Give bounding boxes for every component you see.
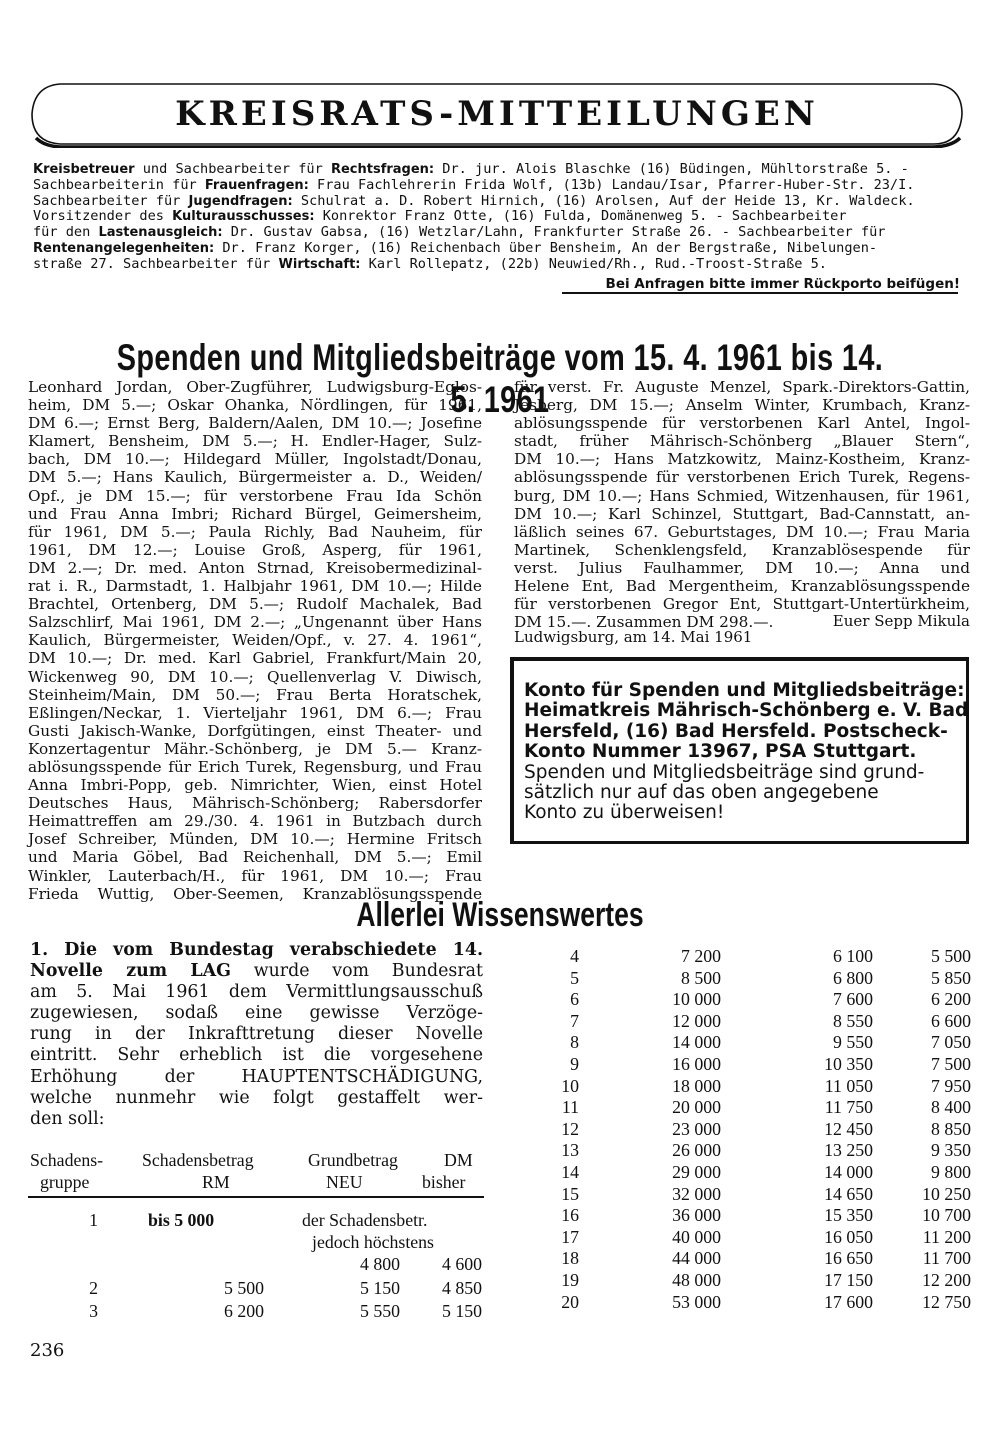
group-cell: 4 — [570, 946, 579, 966]
table-row — [515, 1292, 971, 1314]
bisher-cell: 5 150 — [441, 1301, 482, 1321]
contact-text: Vorsitzender des — [33, 209, 173, 225]
donation-line: DM 10.—; Karl Schinzel, Stuttgart, Bad-Cannstatt, an- — [514, 504, 970, 523]
page-number: 236 — [30, 1340, 65, 1361]
facts-article — [30, 940, 483, 1130]
rm-cell: 14 000 — [672, 1032, 721, 1053]
article-line: Erhöhung der HAUPTENTSCHÄDIGUNG, — [30, 1066, 483, 1087]
bisher-cell: 5 500 — [930, 946, 971, 966]
bisher-cell: 9 800 — [930, 1162, 971, 1182]
donation-line: Opf., je DM 15.—; für verstorbene Frau Ida Schön — [28, 486, 482, 505]
contact-line — [33, 241, 963, 257]
bank-account-box — [510, 657, 969, 844]
table-row — [515, 1270, 971, 1292]
neu-cell: 13 250 — [824, 1140, 873, 1161]
header-cell: Schadens- — [30, 1150, 104, 1170]
donation-line: für verst. Fr. Auguste Menzel, Spark.-Direktors-Gattin, — [514, 378, 970, 396]
article-line: den soll: — [30, 1108, 105, 1129]
bisher-cell: 10 250 — [922, 1183, 971, 1204]
neu-cell: 10 350 — [824, 1054, 873, 1074]
table-row — [515, 1162, 971, 1184]
contact-topic: Lastenausgleich: — [98, 225, 223, 241]
box-border-top — [510, 657, 969, 661]
contact-topic: Jugendfragen: — [188, 193, 293, 209]
rm-cell: 10 000 — [672, 989, 721, 1010]
contact-text: Dr. Franz Korger, (16) Reichenbach über Bensheim, An der Bergstraße, Nibelungen- — [214, 240, 878, 256]
header-cell: NEU — [326, 1172, 363, 1192]
contact-line — [33, 209, 963, 225]
contact-text: Sachbearbeiter für — [33, 193, 189, 209]
bank-account-text — [524, 680, 969, 824]
table-header-rule — [28, 1196, 484, 1198]
group-cell: 10 — [561, 1075, 579, 1096]
bisher-cell: 7 500 — [930, 1054, 971, 1074]
rm-cell: 36 000 — [672, 1205, 721, 1226]
group-cell: 17 — [561, 1226, 579, 1247]
contact-text: Karl Rollepatz, (22b) Neuwied/Rh., Rud.-Troost-Straße 5. — [360, 256, 827, 272]
donation-line: DM 10.—; Dr. med. Karl Gabriel, Frankfurt/Main 20, — [28, 649, 482, 668]
donation-line: Heimattreffen am 29./30. 4. 1961 in Butzbach durch — [28, 812, 482, 831]
amount-cell: bis 5 000 — [148, 1210, 215, 1230]
facts-heading: Allerlei Wissenswertes — [356, 896, 644, 934]
donation-line: DM 2.—; Dr. med. Anton Strnad, Kreisobermedizinal- — [28, 558, 482, 577]
group-cell: 12 — [561, 1118, 579, 1139]
table-row — [515, 989, 971, 1011]
article-line: zugewiesen, sodaß eine gewisse Verzöge- — [30, 1003, 483, 1024]
bank-account-line — [524, 700, 969, 722]
donation-line: Frieda Wuttig, Ober-Seemen, Kranzablösungsspende — [28, 884, 482, 903]
donation-line: Gusti Jakisch-Wanke, Dorfgütingen, einst Theater- und — [28, 721, 482, 740]
contact-text: und Sachbearbeiter für — [134, 162, 331, 177]
donation-line: DM 15.—. Zusammen DM 298.—. — [514, 613, 774, 632]
contact-line — [33, 225, 963, 241]
bank-account-line: Konto zu überweisen! — [524, 802, 725, 824]
contact-text: Konrektor Franz Otte, (16) Fulda, Domänenweg 5. - Sachbearbeiter — [314, 209, 847, 225]
table-header-row — [28, 1172, 484, 1194]
text-cell: der Schadensbetr. — [302, 1210, 428, 1230]
donation-line: und Maria Göbel, Bad Reichenhall, DM 5.—; Emil — [28, 848, 482, 867]
donations-heading: Spenden und Mitgliedsbeiträge vom 15. 4. 1961 bis 14. 5. 1961 — [116, 337, 884, 420]
donation-line: Wickenweg 90, DM 10.—; Quellenverlag V. Diwisch, — [28, 667, 482, 686]
neu-cell: 7 600 — [832, 989, 873, 1010]
contacts-note-underline — [562, 292, 958, 294]
bank-account-bold: Hersfeld, (16) Bad Hersfeld. Postscheck- — [524, 720, 948, 742]
neu-cell: 17 600 — [824, 1291, 873, 1312]
bisher-cell: 7 050 — [930, 1032, 971, 1053]
amount-cell: 5 500 — [223, 1278, 264, 1298]
neu-cell: 6 800 — [832, 967, 873, 988]
group-cell: 7 — [570, 1010, 579, 1031]
table-row — [28, 1254, 484, 1276]
contact-topic: Kreisbetreuer — [33, 162, 135, 177]
donation-line: Salzschlirf, Mai 1961, DM 2.—; „Ungenannt über Hans — [28, 613, 482, 632]
group-cell: 16 — [561, 1205, 579, 1226]
donation-line: Deutsches Haus, Mährisch-Schönberg; Rabersdorfer — [28, 794, 482, 813]
contact-topic: Rentenangelegenheiten: — [33, 240, 215, 256]
article-line: welche nunmehr wie folgt gestaffelt wer- — [30, 1087, 483, 1108]
table-row — [28, 1232, 484, 1254]
banner-title: KREISRATS-MITTEILUNGEN — [175, 94, 819, 134]
donations-right-column — [514, 378, 970, 631]
donation-line: verst. Julius Faulhammer, DM 10.—; Anna und — [514, 558, 970, 577]
contact-line — [33, 162, 963, 178]
article-text: wurde vom Bundesrat — [230, 961, 483, 982]
donation-line: Klamert, Bensheim, DM 5.—; H. Endler-Hager, Sulz- — [28, 432, 482, 451]
bank-account-line — [524, 722, 954, 742]
bisher-cell: 8 400 — [930, 1097, 971, 1118]
donation-line: heim, DM 5.—; Oskar Ohanka, Nördlingen, für 1961, — [28, 396, 482, 415]
donation-line: burg, DM 10.—; Hans Schmied, Witzenhausen, für 1961, — [514, 486, 970, 505]
group-cell: 19 — [561, 1270, 579, 1290]
contact-line — [33, 257, 963, 273]
bisher-cell: 4 600 — [441, 1254, 482, 1274]
rm-cell: 20 000 — [672, 1097, 721, 1118]
contact-text: für den — [33, 225, 99, 241]
rm-cell: 48 000 — [672, 1270, 721, 1290]
contact-text: Dr. jur. Alois Blaschke (16) Büdingen, Mühltorstraße 5. - — [434, 162, 909, 177]
header-cell: Grundbetrag — [308, 1150, 398, 1170]
neu-cell: 5 550 — [359, 1301, 400, 1321]
article-line: am 5. Mai 1961 dem Vermittlungsausschuß — [30, 982, 483, 1003]
contact-line — [33, 178, 963, 194]
header-cell: gruppe — [40, 1172, 90, 1192]
rm-cell: 8 500 — [680, 967, 721, 988]
group-cell: 20 — [561, 1291, 579, 1312]
text-cell: jedoch höchstens — [312, 1232, 434, 1252]
bank-account-line — [524, 680, 965, 701]
table-row — [515, 1097, 971, 1119]
donation-line: für 1961, DM 5.—; Paula Richly, Bad Nauheim, für — [28, 522, 482, 541]
box-border-bottom — [510, 841, 969, 844]
rm-cell: 16 000 — [672, 1054, 721, 1074]
bisher-cell: 9 350 — [930, 1140, 971, 1161]
donation-line: rat i. R., Darmstadt, 1. Halbjahr 1961, DM 10.—; Hilde — [28, 577, 482, 596]
table-row — [515, 946, 971, 968]
neu-cell: 6 100 — [832, 946, 873, 966]
donation-line: DM 10.—; Hans Matzkowitz, Mainz-Kostheim, Kranz- — [514, 450, 970, 469]
article-line — [30, 940, 483, 961]
donation-line: Winkler, Lauterbach/H., für 1961, DM 10.—; Frau — [28, 866, 482, 885]
group-cell: 18 — [561, 1248, 579, 1269]
donation-line: DM 6.—; Ernst Berg, Baldern/Aalen, DM 10.—; Josefine — [28, 414, 482, 433]
bank-account-line: Spenden und Mitgliedsbeiträge sind grund- — [524, 761, 925, 783]
donation-line: ablösungsspende für verstorbenen Karl Antel, Ingol- — [514, 414, 970, 433]
neu-cell: 12 450 — [824, 1118, 873, 1139]
donation-line: Anna Imbri-Popp, geb. Nimrichter, Wien, einst Hotel — [28, 776, 482, 795]
bank-account-line: sätzlich nur auf das oben angegebene — [524, 782, 879, 804]
donation-line: ablösungsspende für verstorbenen Erich Turek, Regens- — [514, 468, 970, 487]
group-cell: 2 — [89, 1278, 98, 1298]
bisher-cell: 5 850 — [930, 967, 971, 988]
donation-line: stadt, früher Mährisch-Schönberg „Blauer Stern“, — [514, 432, 970, 451]
rm-cell: 40 000 — [672, 1226, 721, 1247]
neu-cell: 9 550 — [832, 1032, 873, 1053]
rm-cell: 53 000 — [672, 1291, 721, 1312]
contacts-note: Bei Anfragen bitte immer Rückporto beifügen! — [605, 276, 960, 292]
table-row — [515, 1119, 971, 1141]
section-banner — [30, 78, 964, 148]
box-border-right — [966, 657, 969, 844]
neu-cell: 8 550 — [832, 1010, 873, 1031]
table-row — [515, 1248, 971, 1270]
donation-line: bach, DM 10.—; Hildegard Müller, Ingolstadt/Donau, — [28, 450, 482, 469]
contact-text: straße 27. Sachbearbeiter für — [33, 256, 279, 272]
rm-cell: 12 000 — [672, 1010, 721, 1031]
group-cell: 14 — [561, 1162, 579, 1182]
bank-account-bold: Konto Nummer 13967, PSA Stuttgart. — [524, 741, 917, 763]
donation-line: Eßlingen/Neckar, 1. Vierteljahr 1961, DM 6.—; Frau — [28, 703, 482, 722]
contact-topic: Wirtschaft: — [278, 256, 361, 272]
group-cell: 6 — [570, 989, 579, 1010]
header-cell: bisher — [422, 1172, 466, 1192]
bisher-cell: 11 200 — [922, 1226, 971, 1247]
bisher-cell: 6 600 — [930, 1010, 971, 1031]
group-cell: 9 — [570, 1054, 579, 1074]
contact-topic: Rechtsfragen: — [330, 162, 435, 177]
donation-line: 1961, DM 12.—; Louise Groß, Asperg, für 1961, — [28, 540, 482, 559]
table-header-row — [28, 1150, 484, 1172]
contact-text: Sachbearbeiterin für — [33, 177, 205, 193]
bisher-cell: 4 850 — [441, 1278, 482, 1298]
table-row — [515, 1184, 971, 1206]
neu-cell: 11 050 — [824, 1075, 873, 1096]
table-row — [515, 1205, 971, 1227]
box-border-left — [510, 657, 514, 844]
bank-account-bold: Konto für Spenden und Mitgliedsbeiträge: — [524, 680, 965, 701]
signature: Euer Sepp Mikula — [832, 612, 970, 630]
neu-cell: 4 800 — [359, 1254, 400, 1274]
neu-cell: 14 650 — [824, 1183, 873, 1204]
bisher-cell: 8 850 — [930, 1118, 971, 1139]
donation-line: Martinek, Schenklengsfeld, Kranzablösespende für — [514, 540, 970, 559]
table-row — [515, 1076, 971, 1098]
table-row — [515, 1227, 971, 1249]
table-row — [28, 1301, 484, 1323]
rm-cell: 32 000 — [672, 1183, 721, 1204]
dateline: Ludwigsburg, am 14. Mai 1961 — [514, 628, 753, 646]
neu-cell: 5 150 — [359, 1278, 400, 1298]
bisher-cell: 7 950 — [930, 1075, 971, 1096]
contact-text: Dr. Gustav Gabsa, (16) Wetzlar/Lahn, Frankfurter Straße 26. - Sachbearbeiter für — [222, 225, 886, 241]
rm-cell: 18 000 — [672, 1075, 721, 1096]
neu-cell: 17 150 — [824, 1270, 873, 1290]
group-cell: 15 — [561, 1183, 579, 1204]
donation-line: Jesberg, DM 15.—; Anselm Winter, Krumbach, Kranz- — [514, 396, 970, 415]
article-line: rung in der Inkrafttretung dieser Novelle — [30, 1024, 483, 1045]
table-row — [28, 1210, 484, 1232]
table-row — [515, 1032, 971, 1054]
donation-line: Steinheim/Main, DM 50.—; Frau Berta Horatschek, — [28, 685, 482, 704]
article-line: eintritt. Sehr erheblich ist die vorgesehene — [30, 1045, 483, 1066]
donation-line: für verstorbenen Gregor Ent, Stuttgart-Untertürkheim, — [514, 595, 970, 614]
neu-cell: 16 650 — [824, 1248, 873, 1269]
rm-cell: 26 000 — [672, 1140, 721, 1161]
contact-text: Frau Fachlehrerin Frida Wolf, (13b) Landau/Isar, Pfarrer-Huber-Str. 23/I. — [308, 177, 915, 193]
donation-line: Helene Ent, Bad Mergentheim, Kranzablösungsspende — [514, 577, 970, 596]
table-row — [28, 1278, 484, 1300]
article-line — [30, 961, 483, 982]
donation-line: DM 5.—; Hans Kaulich, Bürgermeister a. D., Weiden/ — [28, 468, 482, 487]
bisher-cell: 12 750 — [922, 1291, 971, 1312]
bisher-cell: 12 200 — [922, 1270, 971, 1290]
bank-account-line — [524, 742, 954, 762]
table-row — [515, 1011, 971, 1033]
group-cell: 1 — [89, 1210, 98, 1230]
article-bold: Novelle zum LAG — [30, 961, 231, 982]
article-bold: 1. Die vom Bundestag verabschiedete 14. — [30, 940, 483, 960]
group-cell: 3 — [89, 1301, 98, 1321]
neu-cell: 14 000 — [824, 1162, 873, 1182]
table-row — [515, 968, 971, 990]
header-cell: DM — [444, 1150, 473, 1170]
neu-cell: 11 750 — [824, 1097, 873, 1118]
table-row — [515, 1054, 971, 1076]
bisher-cell: 6 200 — [930, 989, 971, 1010]
donations-left-column — [28, 378, 482, 903]
bank-account-bold: Heimatkreis Mährisch-Schönberg e. V. Bad — [524, 700, 969, 722]
contact-line — [33, 194, 963, 210]
neu-cell: 16 050 — [824, 1226, 873, 1247]
rm-cell: 44 000 — [672, 1248, 721, 1269]
neu-cell: 15 350 — [824, 1205, 873, 1226]
donation-line: Konzertagentur Mähr.-Schönberg, je DM 5.— Kranz- — [28, 739, 482, 758]
amount-cell: 6 200 — [223, 1301, 264, 1321]
contact-text: Schulrat a. D. Robert Hirnich, (16) Arolsen, Auf der Heide 13, Kr. Waldeck. — [292, 193, 915, 209]
bisher-cell: 11 700 — [922, 1248, 971, 1269]
donation-line: Josef Schreiber, Münden, DM 10.—; Hermine Fritsch — [28, 830, 482, 849]
donation-line: Brachtel, Ortenberg, DM 5.—; Rudolf Machalek, Bad — [28, 595, 482, 614]
group-cell: 5 — [570, 967, 579, 988]
group-cell: 13 — [561, 1140, 579, 1161]
group-cell: 8 — [570, 1032, 579, 1053]
rm-cell: 7 200 — [680, 946, 721, 966]
bisher-cell: 10 700 — [922, 1205, 971, 1226]
rm-cell: 29 000 — [672, 1162, 721, 1182]
contacts-block — [33, 162, 963, 273]
donation-line: Leonhard Jordan, Ober-Zugführer, Ludwigsburg-Eglos- — [28, 378, 482, 396]
header-cell: Schadensbetrag — [142, 1150, 254, 1170]
table-row — [515, 1140, 971, 1162]
donation-line: Kaulich, Bürgermeister, Weiden/Opf., v. 27. 4. 1961“, — [28, 631, 482, 650]
donation-line: und Frau Anna Imbri; Richard Bürgel, Geimersheim, — [28, 504, 482, 523]
contact-topic: Frauenfragen: — [204, 177, 309, 193]
rm-cell: 23 000 — [672, 1118, 721, 1139]
donation-line: ablösungsspende für Erich Turek, Regensburg, und Frau — [28, 757, 482, 776]
contact-topic: Kulturausschusses: — [172, 209, 315, 225]
donation-line: läßlich seines 67. Geburtstages, DM 10.—; Frau Maria — [514, 522, 970, 541]
group-cell: 11 — [561, 1097, 579, 1118]
header-cell: RM — [202, 1172, 230, 1192]
